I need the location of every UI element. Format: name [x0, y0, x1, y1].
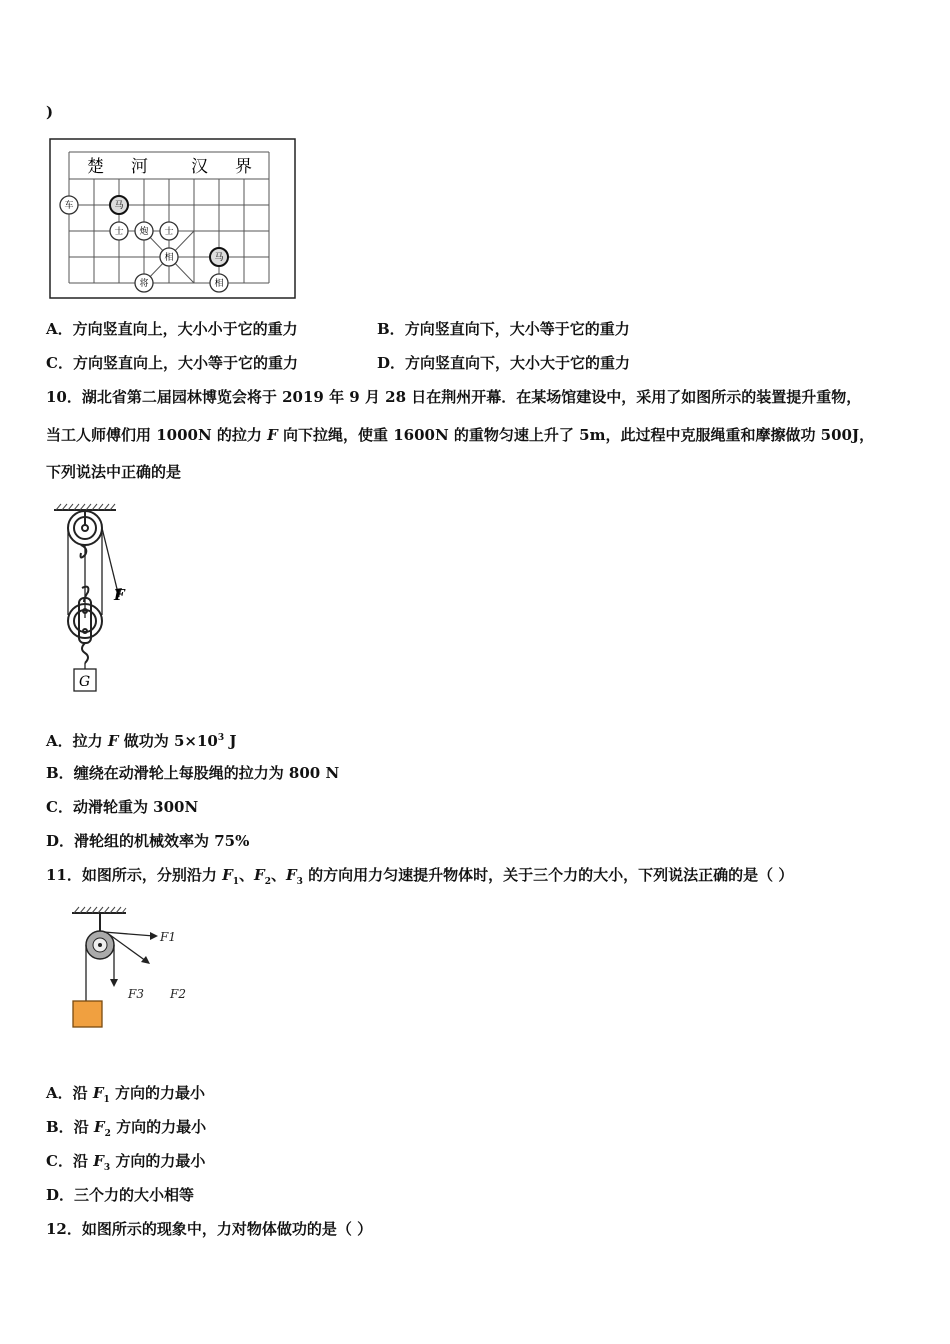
- force-label-F: F: [114, 586, 125, 604]
- q11-stem: 11．如图所示，分别沿力 $F_1$、$F_2$、$F_3$ 的方向用力匀速提升物体时，关于三个力的大小，下列说法正确的是（ ）: [46, 866, 794, 887]
- svg-text:相: 相: [214, 279, 224, 289]
- chess-piece: [110, 196, 128, 214]
- chess-piece: [160, 222, 178, 240]
- f2-label: F2: [170, 987, 186, 1001]
- q10-stem-line-1: 10．湖北省第二届园林博览会将于 2019 年 9 月 28 日在荆州开幕．在某场馆建设中，采用了如图所示的装置提升重物，: [46, 388, 862, 406]
- q12-stem: 12．如图所示的现象中，力对物体做功的是（ ）: [46, 1220, 373, 1238]
- river-label: 河: [131, 157, 148, 177]
- chess-piece: [60, 196, 78, 214]
- river-label: 界: [235, 157, 252, 177]
- q11-option-b[interactable]: B．沿 $F_2$ 方向的力最小: [46, 1118, 207, 1139]
- chess-piece: [210, 248, 228, 266]
- q10-option-b[interactable]: B．缠绕在动滑轮上每股绳的拉力为 800 N: [46, 764, 340, 782]
- svg-text:士: 士: [114, 227, 124, 237]
- svg-text:马: 马: [114, 201, 124, 211]
- chess-piece: [135, 274, 153, 292]
- q9-option-a[interactable]: A．方向竖直向上，大小小于它的重力: [46, 320, 298, 338]
- q10-option-d[interactable]: D．滑轮组的机械效率为 75%: [46, 832, 250, 850]
- q10-option-c[interactable]: C．动滑轮重为 300N: [46, 798, 199, 816]
- svg-text:将: 将: [139, 279, 149, 289]
- q11-option-c[interactable]: C．沿 $F_3$ 方向的力最小: [46, 1152, 206, 1173]
- chess-piece: [160, 248, 178, 266]
- weight-label-G: G: [79, 674, 91, 690]
- svg-text:车: 车: [64, 201, 74, 211]
- pulley-block-figure: [48, 503, 138, 702]
- chess-piece: [110, 222, 128, 240]
- chess-board-figure: [49, 138, 297, 304]
- q10-option-a[interactable]: A．拉力 F 做功为 $5\times 10^3$ J: [46, 732, 237, 750]
- continued-paren: ): [46, 103, 54, 121]
- q10-stem-line-2: 当工人师傅们用 1000N 的拉力 F 向下拉绳，使重 1600N 的重物匀速上升了 5m，此过程中克服绳重和摩擦做功 500J，: [46, 426, 875, 444]
- f3-label: F3: [128, 987, 144, 1001]
- f1-label: F1: [160, 930, 176, 944]
- fixed-pulley-figure: [70, 905, 200, 1039]
- q10-stem-line-3: 下列说法中正确的是: [46, 463, 182, 481]
- q11-option-a[interactable]: A．沿 $F_1$ 方向的力最小: [46, 1084, 206, 1105]
- svg-text:马: 马: [214, 253, 224, 263]
- river-label: 楚: [87, 157, 104, 177]
- q9-option-d[interactable]: D．方向竖直向下，大小大于它的重力: [377, 354, 631, 372]
- svg-text:士: 士: [164, 227, 174, 237]
- q9-option-b[interactable]: B．方向竖直向下，大小等于它的重力: [377, 320, 630, 338]
- svg-text:相: 相: [164, 253, 174, 263]
- chess-piece: [135, 222, 153, 240]
- svg-text:炮: 炮: [139, 227, 149, 237]
- river-label: 汉: [191, 157, 208, 177]
- q11-option-d[interactable]: D．三个力的大小相等: [46, 1186, 195, 1204]
- q9-option-c[interactable]: C．方向竖直向上，大小等于它的重力: [46, 354, 298, 372]
- chess-piece: [210, 274, 228, 292]
